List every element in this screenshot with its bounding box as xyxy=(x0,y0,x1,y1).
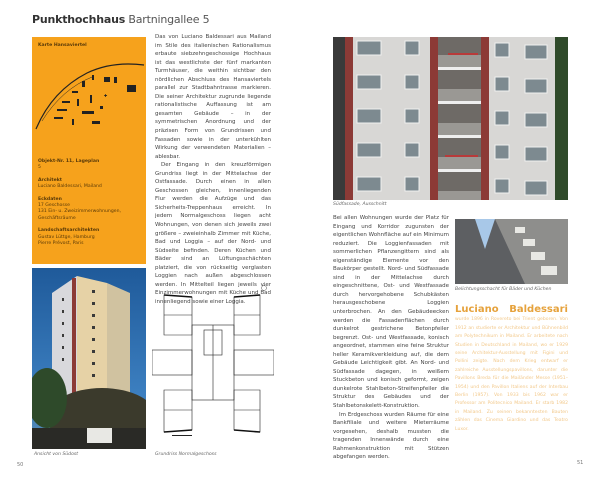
tower-caption: Ansicht von Südost xyxy=(34,452,79,457)
page-number-left: 50 xyxy=(17,462,24,468)
paragraph: Im Erdgeschoss wurden Räume für eine Bankfiliale und weitere Mieterräume vorgesehen, deshalb mussten die tragenden Innenwände durch eine Rahmenkonstruktion mit Stützen abgefangen werden. xyxy=(333,411,449,461)
paragraph: Das von Luciano Baldessari aus Mailand im Stile des italienischen Rationalismus erbaute siebzehngeschossige Hochhaus ist das westlichste der fünf markanten Turmhäuser, die weithin sichtbar den nördlichen Abschluss des Hansaviertels parallel zur Stadtbahntrasse markieren. Die seiner Architektur zugrunde liegende rationalistische Auffassung ist am gesamten Gebäude – in der symmetrischen Anordnung und der präzisen Form von Grundrissen und Fassaden sowie in der unterkühlten Wirkung der verwendeten Materialien – ablesbar. xyxy=(155,34,271,160)
architect-bio xyxy=(455,306,568,434)
body-column-2 xyxy=(333,214,449,462)
facade-caption: Südfassade, Ausschnitt xyxy=(333,202,387,207)
bio-name: Luciano Baldessari xyxy=(455,304,568,315)
paragraph: Bei allen Wohnungen wurde der Platz für Eingang und Korridor zugunsten der eigentlichen Wohnfläche auf ein Minimum reduziert. Die Loggienfassaden mit sommerlichen Pflanzengittern sind als eigenständige Elemente vor den Baukörper gestellt. Nord- und Südfassade sind in der Mittelachse durch eingeschnittene, Ost- und Westfassade durch hervorgehobene Schubkästen herausgeschobene Loggien unterbrochen. An den Gebäudeecken werden die Fassadenflächen durch dunkelrot gestrichene Betonpfeiler begrenzt. Ost- und Westfassade, konisch angeordnet, stammen eine feine Struktur heller Keramikverkleidung auf, die dem Gebäude Leichtigkeit gibt. An Nord- und Südfassade dagegen, in weißem Stuckbeton und konisch geformt, zeigen dunkelrote Stahlbeton-Streifenpfeiler die Struktur des Gebäudes und der Stahlbetonskelett-Konstruktion. xyxy=(333,215,449,410)
landscape-1: Gustav Lüttge, Hamburg xyxy=(38,234,95,240)
page-number-right: 51 xyxy=(577,460,584,466)
tower-photo xyxy=(32,268,146,449)
architect: Luciano Baldessari, Mailand xyxy=(38,184,102,190)
svg-text:✚: ✚ xyxy=(104,93,108,98)
architect-heading: Architekt xyxy=(38,177,62,183)
facts-1: 17 Geschosse xyxy=(38,203,70,209)
paragraph: Der Eingang in den kreuzförmigen Grundriss liegt in der Mittelachse der Ostfassade. Durch einen in allen Geschossen gleichen, innenliegenden Flur werden die Aufzüge und das Sicherheits-Treppenhaus erreicht. In jedem Normalgeschoss liegen acht Wohnungen, von denen sich jeweils zwei größere – zweieinhalb Zimmer mit Küche, Bad und Loggia – auf der Nord- und Südseite befinden. Deren Küchen und Bäder sind an Lüftungsschächten platziert, die von rückseitig verglasten Loggien nach außen abgeschlossen werden. In Mittelteil liegen jeweils vier Einzimmerwohnungen mit Küche und Bad innenliegend sowie einer Loggia. xyxy=(155,162,271,305)
facts-heading: Eckdaten xyxy=(38,196,62,202)
floor-plan xyxy=(152,285,274,440)
landscape-heading: Landschaftsarchitekten xyxy=(38,228,100,234)
landscape-2: Pierre Prévost, Paris xyxy=(38,241,84,247)
facade-photo xyxy=(333,37,568,200)
info-box xyxy=(32,37,146,264)
plan-caption: Grundriss Normalgeschoss xyxy=(155,452,217,457)
object-number: 5 xyxy=(38,165,41,171)
object-label: Objekt-Nr. 11, Lageplan xyxy=(38,159,100,164)
page-title: Punkthochhaus Bartningallee 5 xyxy=(32,13,210,26)
body-column-1 xyxy=(155,33,271,307)
bio-text: wurde 1896 in Rovereto bei Trient geboren. Von 1912 an studierte er Architektur und Bühnenbild am Polytechnikum in Mailand. Er arbeitete nach Studien in Deutschland in Mailand, wo er 1929 seine Architektur-Ausstellung mit Figini und Pollini zeigte. Nach dem Krieg entwarf er zahlreiche Ausstellungspavillons, darunter die Pavillons Breda für die Mailänder Messe (1951–1954) und den Pavillon Italiens auf der Interbau Berlin (1957). Von 1933 bis 1962 war er Professor am Politecnico Mailand. Er starb 1982 in Mailand. Zu seinen bekanntesten Bauten zählen das Cinema Giardino und das Teatro Luxor. xyxy=(455,317,568,432)
site-map xyxy=(32,51,146,131)
shaft-photo xyxy=(455,219,568,284)
shaft-caption: Belichtungsschacht für Bäder und Küchen xyxy=(455,287,552,292)
map-label: Karte Hansaviertel xyxy=(38,43,87,48)
facts-2: 131 Ein- u. Zweizimmerwohnungen, Geschäftsräume xyxy=(38,209,121,221)
